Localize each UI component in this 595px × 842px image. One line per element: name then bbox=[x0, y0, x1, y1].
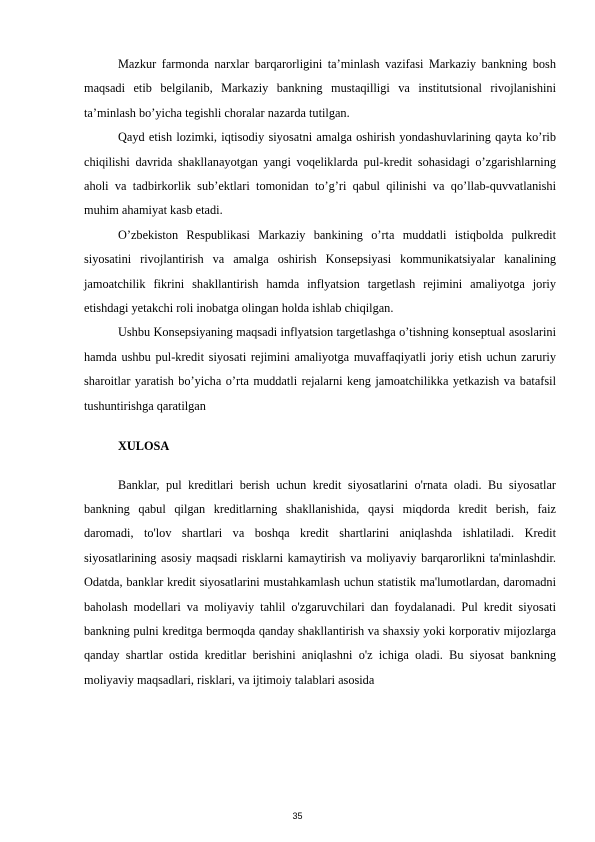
document-page bbox=[84, 52, 556, 692]
page-number: 35 bbox=[292, 811, 303, 821]
paragraph-decree: Mazkur farmonda narxlar barqarorligini ta’minlash vazifasi Markaziy bankning bosh maqsadi etib belgilanib, Markaziy bankning mustaqilligi va institutsional rivojlanishini ta’minlash bo’yicha tegishli choralar nazarda tutilgan. bbox=[84, 57, 556, 120]
paragraph-concept-goal: Ushbu Konsepsiyaning maqsadi inflyatsion targetlashga o’tishning konseptual asoslarini hamda ushbu pul-kredit siyosati rejimini amaliyotga muvaffaqiyatli joriy etish uchun zaruriy sharoitlar yaratish bo’yicha o’rta muddatli rejalarni keng jamoatchilikka yetkazish va batafsil tushuntirishga qaratilgan bbox=[84, 325, 556, 413]
section-heading-conclusion: XULOSA bbox=[118, 439, 170, 454]
paragraph-conclusion: Banklar, pul kreditlari berish uchun kredit siyosatlarini o'rnata oladi. Bu siyosatlar bankning qabul qilgan kreditlarning shakllanishida, qaysi miqdorda kredit berish, faiz daromadi, to'lov shartlari va boshqa kredit shartlarini aniqlashda ishlatiladi. Kredit siyosatlarining asosiy maqsadi risklarni kamaytirish va moliyaviy barqarorlikni ta'minlashdir. Odatda, banklar kredit siyosatlarini mustahkamlash uchun statistik ma'lumotlardan, daromadni baholash modellari va moliyaviy tahlil o'zgaruvchilari dan foydalanadi. Pul kredit siyosati bankning pulni kreditga bermoqda qanday shakllantirish va shaxsiy yoki korporativ mijozlarga qanday shartlar ostida kreditlar berishini aniqlashni o'z ichiga oladi. Bu siyosat bankning moliyaviy maqsadlari, risklari, va ijtimoiy talablari asosida bbox=[84, 477, 556, 687]
paragraph-central-bank-concept: O’zbekiston Respublikasi Markaziy bankining o’rta muddatli istiqbolda pulkredit siyosatini rivojlantirish va amalga oshirish Konsepsiyasi kommunikatsiyalar kanalining jamoatchilik fikrini shakllantirish hamda inflyatsion targetlash rejimini amaliyotga joriy etishdagi yetakchi roli inobatga olingan holda ishlab chiqilgan. bbox=[84, 227, 556, 316]
paragraph-economic-policy: Qayd etish lozimki, iqtisodiy siyosatni amalga oshirish yondashuvlarining qayta ko’rib chiqilishi davrida shakllanayotgan yangi voqeliklarda pul-kredit sohasidagi o’zgarishlarning aholi va tadbirkorlik sub’ektlari tomonidan to’g’ri qabul qilinishi va qo’llab-quvvatlanishi muhim ahamiyat kasb etadi. bbox=[84, 130, 556, 218]
